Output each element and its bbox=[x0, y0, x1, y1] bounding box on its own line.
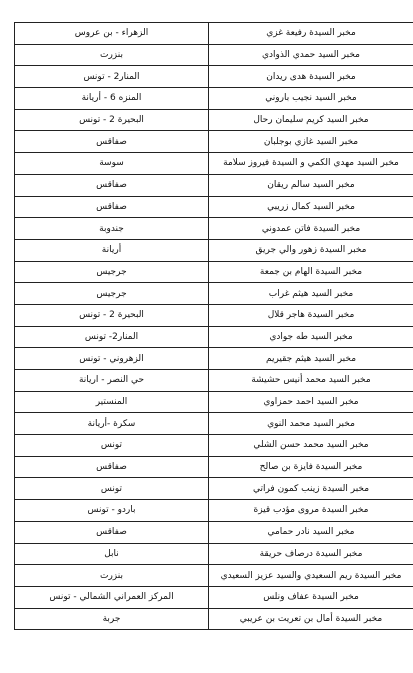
lab-name-cell: مخبر السيدة زهور والي جريق bbox=[209, 239, 413, 261]
lab-location-cell: البحيرة 2 - تونس bbox=[15, 109, 209, 131]
lab-name-cell: مخبر السيدة ريم السعيدي والسيد عزيز السعيدي bbox=[209, 565, 413, 587]
laboratories-table bbox=[14, 22, 413, 630]
table-row bbox=[15, 23, 413, 45]
lab-name-cell: مخبر السيد حمدي الذوادي bbox=[209, 44, 413, 66]
lab-name-cell: مخبر السيد محمد النوي bbox=[209, 413, 413, 435]
table-row bbox=[15, 88, 413, 110]
lab-location-cell: سوسة bbox=[15, 153, 209, 175]
lab-location-cell: جندوبة bbox=[15, 218, 209, 240]
table-row bbox=[15, 44, 413, 66]
lab-name-cell: مخبر السيدة عفاف ونلس bbox=[209, 586, 413, 608]
lab-location-cell: تونس bbox=[15, 478, 209, 500]
lab-location-cell: أريانة bbox=[15, 239, 209, 261]
table-row bbox=[15, 109, 413, 131]
lab-name-cell: مخبر السيد هيثم جقيريم bbox=[209, 348, 413, 370]
lab-name-cell: مخبر السيد محمد حسن الشلي bbox=[209, 435, 413, 457]
lab-location-cell: حي النصر - اريانة bbox=[15, 370, 209, 392]
lab-location-cell: صفاقس bbox=[15, 521, 209, 543]
document-page bbox=[14, 22, 403, 630]
table-row bbox=[15, 348, 413, 370]
lab-name-cell: مخبر السيدة مروى مؤدب قيزة bbox=[209, 500, 413, 522]
lab-location-cell: صفاقس bbox=[15, 131, 209, 153]
table-row bbox=[15, 586, 413, 608]
table-row bbox=[15, 174, 413, 196]
laboratories-table-body bbox=[15, 23, 413, 630]
table-row bbox=[15, 456, 413, 478]
lab-name-cell: مخبر السيد غازي بوجلبان bbox=[209, 131, 413, 153]
lab-name-cell: مخبر السيد هيثم غراب bbox=[209, 283, 413, 305]
lab-location-cell: صفاقس bbox=[15, 196, 209, 218]
table-row bbox=[15, 66, 413, 88]
lab-name-cell: مخبر السيدة فايزة بن صالح bbox=[209, 456, 413, 478]
table-row bbox=[15, 478, 413, 500]
lab-name-cell: مخبر السيد نادر حمامي bbox=[209, 521, 413, 543]
lab-name-cell: مخبر السيد محمد أنيس حشيشة bbox=[209, 370, 413, 392]
lab-name-cell: مخبر السيدة هاجر قلال bbox=[209, 304, 413, 326]
lab-location-cell: بنزرت bbox=[15, 44, 209, 66]
lab-name-cell: مخبر السيدة هدى ريدان bbox=[209, 66, 413, 88]
lab-location-cell: المنزه 6 - أريانة bbox=[15, 88, 209, 110]
lab-location-cell: جربة bbox=[15, 608, 209, 630]
table-row bbox=[15, 326, 413, 348]
lab-location-cell: بنزرت bbox=[15, 565, 209, 587]
lab-name-cell: مخبر السيد كريم سليمان رحال bbox=[209, 109, 413, 131]
table-row bbox=[15, 543, 413, 565]
lab-location-cell: البحيرة 2 - تونس bbox=[15, 304, 209, 326]
lab-name-cell: مخبر السيدة رفيعة غزي bbox=[209, 23, 413, 45]
lab-name-cell: مخبر السيدة زينب كمون فراتي bbox=[209, 478, 413, 500]
table-row bbox=[15, 304, 413, 326]
table-row bbox=[15, 500, 413, 522]
table-row bbox=[15, 435, 413, 457]
table-row bbox=[15, 608, 413, 630]
table-row bbox=[15, 261, 413, 283]
lab-name-cell: مخبر السيد كمال زريبي bbox=[209, 196, 413, 218]
lab-name-cell: مخبر السيد طه جوادي bbox=[209, 326, 413, 348]
lab-location-cell: المنستير bbox=[15, 391, 209, 413]
lab-location-cell: صفاقس bbox=[15, 174, 209, 196]
lab-name-cell: مخبر السيد مهدي الكمي و السيدة فيروز سلامة bbox=[209, 153, 413, 175]
lab-location-cell: جرجيس bbox=[15, 261, 209, 283]
lab-name-cell: مخبر السيد احمد حمزاوي bbox=[209, 391, 413, 413]
lab-location-cell: الزهروني - تونس bbox=[15, 348, 209, 370]
table-row bbox=[15, 239, 413, 261]
lab-location-cell: المنار2 - تونس bbox=[15, 66, 209, 88]
lab-location-cell: باردو - تونس bbox=[15, 500, 209, 522]
table-row bbox=[15, 413, 413, 435]
table-row bbox=[15, 565, 413, 587]
lab-location-cell: الزهراء - بن عروس bbox=[15, 23, 209, 45]
table-row bbox=[15, 370, 413, 392]
lab-location-cell: صفاقس bbox=[15, 456, 209, 478]
lab-name-cell: مخبر السيدة أمال بن تعريت بن عريبي bbox=[209, 608, 413, 630]
lab-location-cell: المركز العمراني الشمالي - تونس bbox=[15, 586, 209, 608]
lab-name-cell: مخبر السيدة فاتن عمدوني bbox=[209, 218, 413, 240]
table-row bbox=[15, 391, 413, 413]
table-row bbox=[15, 131, 413, 153]
lab-location-cell: المنار2- تونس bbox=[15, 326, 209, 348]
table-row bbox=[15, 218, 413, 240]
lab-location-cell: تونس bbox=[15, 435, 209, 457]
lab-location-cell: نابل bbox=[15, 543, 209, 565]
lab-location-cell: جرجيس bbox=[15, 283, 209, 305]
table-row bbox=[15, 196, 413, 218]
lab-name-cell: مخبر السيدة درصاف حريقة bbox=[209, 543, 413, 565]
table-row bbox=[15, 153, 413, 175]
lab-name-cell: مخبر السيد نجيب باروني bbox=[209, 88, 413, 110]
table-row bbox=[15, 283, 413, 305]
lab-name-cell: مخبر السيدة الهام بن جمعة bbox=[209, 261, 413, 283]
table-row bbox=[15, 521, 413, 543]
lab-location-cell: سكرة -أريانة bbox=[15, 413, 209, 435]
lab-name-cell: مخبر السيد سالم ريقان bbox=[209, 174, 413, 196]
